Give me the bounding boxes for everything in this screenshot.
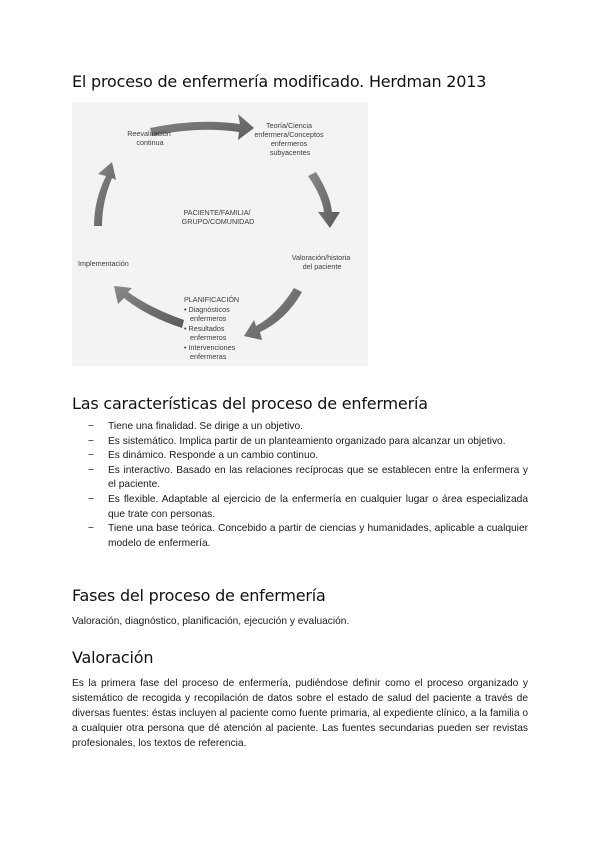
heading-fases: Fases del proceso de enfermería — [72, 586, 326, 605]
characteristics-list — [88, 420, 528, 551]
list-item: − Es sistemático. Implica partir de un planteamiento organizado para alcanzar un objetivo. — [88, 435, 506, 447]
list-item: − Es interactivo. Basado en las relaciones recíprocas que se establecen entre la enfermera y el paciente. — [88, 464, 528, 491]
heading-caracteristicas: Las características del proceso de enfermería — [72, 394, 428, 413]
list-item: − Tiene una base teórica. Concebido a partir de ciencias y humanidades, aplicable a cualquier modelo de enfermería. — [88, 523, 528, 549]
label-implementacion: Implementación — [78, 259, 129, 268]
arrow-right-upper — [308, 172, 340, 228]
arrow-left — [94, 162, 116, 226]
list-item: − Es flexible. Adaptable al ejercicio de la enfermería en cualquier lugar o área especializada que trate con personas. — [88, 493, 528, 520]
list-item: − Es dinámico. Responde a un cambio continuo. — [88, 450, 319, 462]
label-teoria: Teoría/Ciencia enfermera/Conceptos enfermeros subyacentes — [254, 121, 324, 157]
diagram-canvas — [72, 102, 368, 366]
page-title: El proceso de enfermería modificado. Herdman 2013 — [72, 72, 487, 91]
label-center: PACIENTE/FAMILIA/ GRUPO/COMUNIDAD — [181, 208, 255, 226]
label-valoracion: Valoración/historia del paciente — [291, 253, 351, 271]
list-item: − Tiene una finalidad. Se dirige a un objetivo. — [88, 421, 304, 432]
arrow-bottom — [114, 286, 184, 328]
fases-text: Valoración, diagnóstico, planificación, ejecución y evaluación. — [72, 616, 350, 627]
nursing-process-diagram — [72, 102, 368, 366]
label-planificacion: PLANIFICACIÓN • Diagnósticos enfermeros • Resultados enfermeros • Intervenciones enfermeras — [184, 295, 240, 361]
heading-valoracion: Valoración — [72, 648, 154, 667]
arrow-right-lower — [244, 288, 302, 340]
valoracion-text: Es la primera fase del proceso de enfermería, pudiéndose definir como el proceso organizado y sistemático de recogida y recopilación de datos sobre el estado de salud del paciente a través de diversas fuentes: éstas incluyen al paciente como fuente primaria, al expediente clínico, a la familia o a cualquier otra persona que dé atención al paciente. Las fuentes secundarias pueden ser revistas profesionales, los textos de referencia. — [72, 678, 528, 749]
label-reevaluacion: Reevaluación continua — [127, 129, 171, 147]
